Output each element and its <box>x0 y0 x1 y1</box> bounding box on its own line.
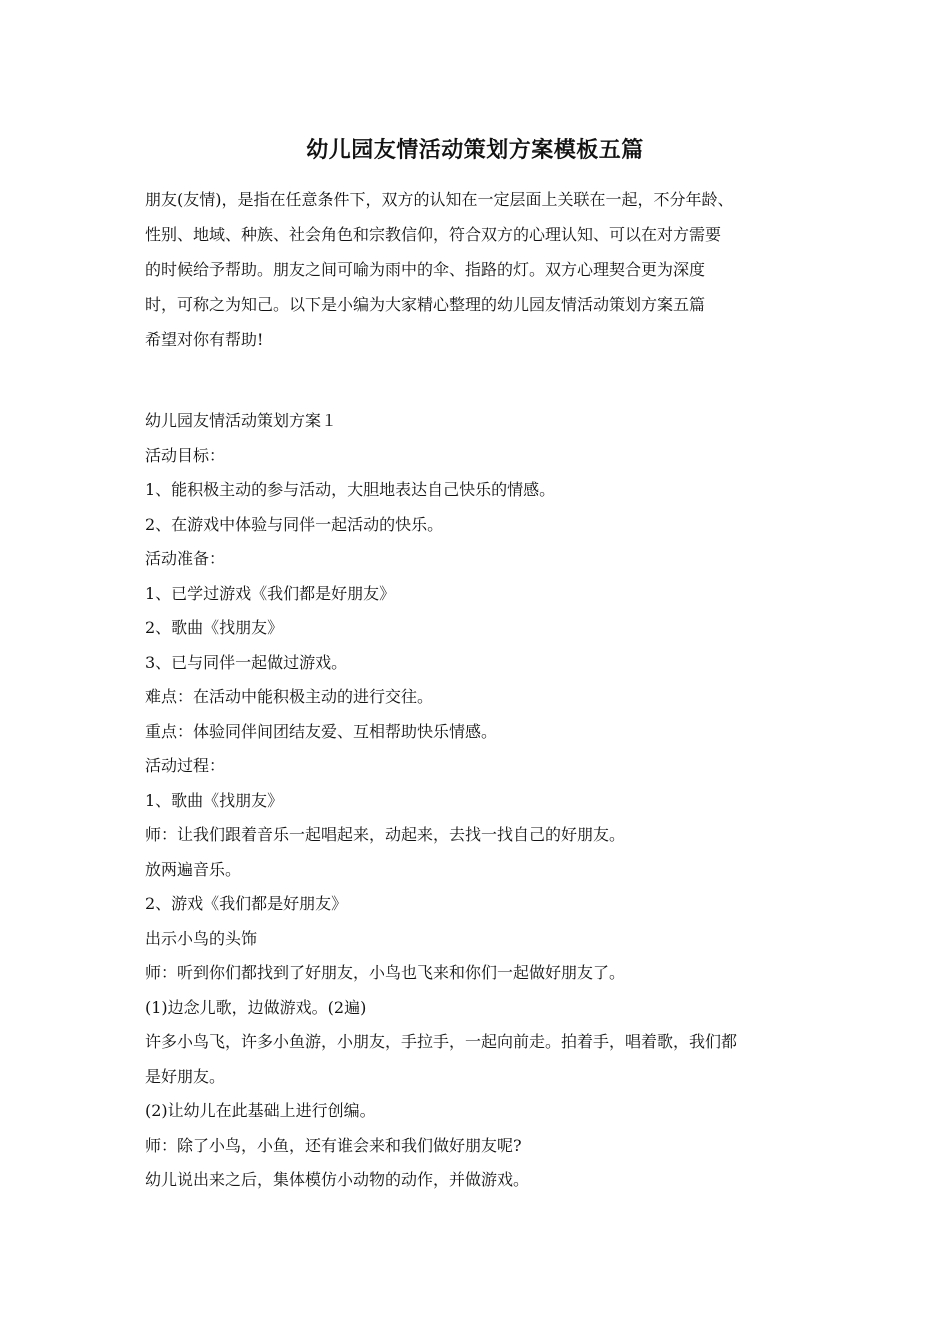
body-line: 1、歌曲《找朋友》 <box>145 790 284 810</box>
intro-line: 时，可称之为知己。以下是小编为大家精心整理的幼儿园友情活动策划方案五篇 <box>145 295 706 314</box>
body-line: 师：让我们跟着音乐一起唱起来，动起来，去找一找自己的好朋友。 <box>145 825 626 844</box>
body-line: 活动过程： <box>145 756 226 775</box>
body-line: 放两遍音乐。 <box>145 859 242 879</box>
body-line: 1、已学过游戏《我们都是好朋友》 <box>145 583 396 603</box>
body-line: 活动目标： <box>145 445 226 465</box>
body-line: 是好朋友。 <box>145 1066 226 1086</box>
intro-line: 朋友(友情)，是指在任意条件下，双方的认知在一定层面上关联在一起，不分年龄、 <box>145 190 734 209</box>
body-line: 1、能积极主动的参与活动，大胆地表达自己快乐的情感。 <box>145 480 556 499</box>
document-title: 幼儿园友情活动策划方案模板五篇 <box>306 137 644 163</box>
intro-paragraph <box>145 182 825 357</box>
body-line: 3、已与同伴一起做过游戏。 <box>145 652 348 672</box>
body-line: 出示小鸟的头饰 <box>145 928 258 948</box>
plan-body <box>145 404 825 1198</box>
body-line: 许多小鸟飞，许多小鱼游，小朋友，手拉手，一起向前走。拍着手，唱着歌，我们都 <box>145 1032 738 1051</box>
body-line: 2、在游戏中体验与同伴一起活动的快乐。 <box>145 514 444 534</box>
body-line: 幼儿说出来之后，集体模仿小动物的动作，并做游戏。 <box>145 1170 530 1189</box>
body-line: (1)边念儿歌，边做游戏。(2遍) <box>145 997 367 1017</box>
body-line: 重点：体验同伴间团结友爱、互相帮助快乐情感。 <box>145 721 498 741</box>
body-line: 2、游戏《我们都是好朋友》 <box>145 894 348 913</box>
body-line: 活动准备： <box>145 549 226 568</box>
body-line: 2、歌曲《找朋友》 <box>145 618 284 637</box>
intro-line: 希望对你有帮助! <box>145 330 264 349</box>
intro-line: 的时候给予帮助。朋友之间可喻为雨中的伞、指路的灯。双方心理契合更为深度 <box>145 260 706 279</box>
body-line: (2)让幼儿在此基础上进行创编。 <box>145 1101 376 1120</box>
body-line: 难点：在活动中能积极主动的进行交往。 <box>145 687 434 706</box>
intro-line: 性别、地域、种族、社会角色和宗教信仰，符合双方的心理认知、可以在对方需要 <box>145 225 722 244</box>
body-line: 师：听到你们都找到了好朋友，小鸟也飞来和你们一起做好朋友了。 <box>145 963 626 982</box>
section-heading: 幼儿园友情活动策划方案１ <box>145 411 338 430</box>
body-line: 师：除了小鸟，小鱼，还有谁会来和我们做好朋友呢? <box>145 1135 522 1155</box>
